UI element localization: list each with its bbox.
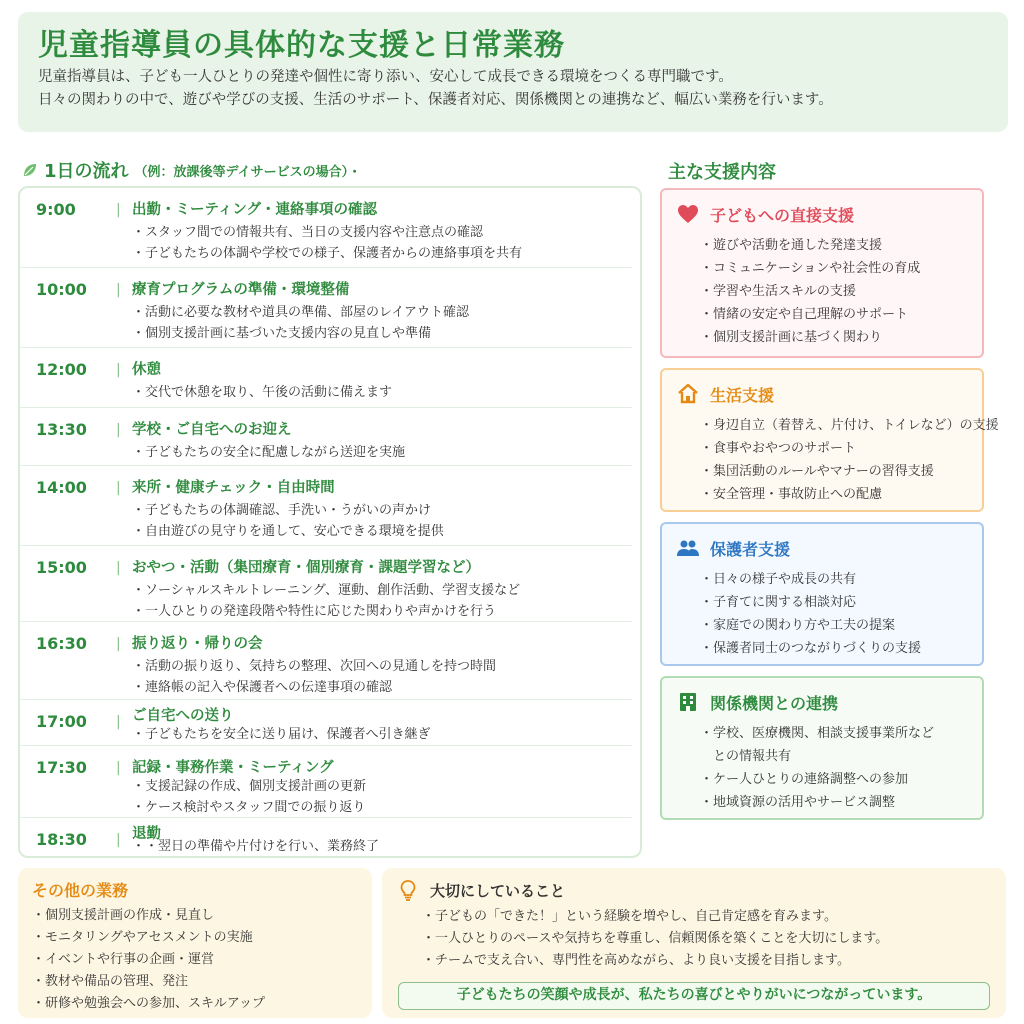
slot-title: 療育プログラムの準備・環境整備: [132, 282, 350, 298]
card-item: ・コミュニケーションや社会性の育成: [700, 261, 921, 276]
slot-time: 14:00: [36, 478, 87, 497]
value-item: ・チームで支え合い、専門性を高めながら、より良い支援を目指します。: [422, 953, 850, 968]
guardian-support-card: [660, 522, 984, 666]
slot-divider: |: [116, 480, 121, 496]
value-item: ・一人ひとりのペースや気持ちを尊重し、信頼関係を築くことを大切にします。: [422, 931, 889, 946]
page-title: 児童指導員の具体的な支援と日常業務: [38, 28, 565, 63]
timeline-slot: [20, 700, 632, 746]
slot-time: 12:00: [36, 360, 87, 379]
support-heading: 主な支援内容: [668, 162, 776, 183]
timeline-slot: [20, 622, 632, 700]
daily-flow-heading: [22, 158, 361, 182]
card-item: ・保護者同士のつながりづくりの支援: [700, 641, 922, 656]
timeline-slot: [20, 268, 632, 348]
slot-title: 振り返り・帰りの会: [132, 636, 263, 652]
card-item: ・身辺自立（着替え、片付け、トイレなど）の支援: [700, 418, 999, 433]
people-icon: [676, 536, 700, 560]
slot-divider: |: [116, 832, 121, 848]
slot-time: 18:30: [36, 830, 87, 849]
slot-divider: |: [116, 422, 121, 438]
timeline-slot: [20, 466, 632, 546]
slot-divider: |: [116, 714, 121, 730]
card-item: ・個別支援計画に基づく関わり: [700, 330, 883, 345]
slot-title: 学校・ご自宅へのお迎え: [132, 422, 292, 438]
slot-time: 9:00: [36, 200, 76, 219]
timeline-slot: [20, 188, 632, 268]
slogan-box: 子どもたちの笑顔や成長が、私たちの喜びとやりがいにつながっています。: [398, 982, 990, 1010]
card-item: ・食事やおやつのサポート: [700, 441, 857, 456]
slot-title: 来所・健康チェック・自由時間: [132, 480, 335, 496]
timeline-slot: [20, 408, 632, 466]
other-tasks-section: [18, 868, 372, 1018]
slot-divider: |: [116, 362, 121, 378]
slot-detail: ・支援記録の作成、個別支援計画の更新: [132, 779, 367, 794]
slot-detail: ・スタッフ間での情報共有、当日の支援内容や注意点の確認: [132, 225, 484, 240]
timeline-slot: [20, 546, 632, 622]
slot-title: 記録・事務作業・ミーティング: [132, 760, 334, 776]
intro-line-2: 日々の関わりの中で、遊びや学びの支援、生活のサポート、保護者対応、関係機関との連携など、幅広い業務を行います。: [38, 92, 833, 108]
slot-time: 17:00: [36, 712, 87, 731]
value-item: ・子どもの「できた！」という経験を増やし、自己肯定感を育みます。: [422, 909, 837, 924]
card-item: ・子育てに関する相談対応: [700, 595, 857, 610]
slot-title: おやつ・活動（集団療育・個別療育・課題学習など）: [132, 560, 480, 576]
slot-divider: |: [116, 636, 121, 652]
slot-detail: ・子どもたちの体調確認、手洗い・うがいの声かけ: [132, 503, 432, 518]
lightbulb-icon: [398, 879, 418, 901]
card-item: ・集団活動のルールやマナーの習得支援: [700, 464, 934, 479]
slot-detail: ・一人ひとりの発達段階や特性に応じた関わりや声かけを行う: [132, 604, 497, 619]
slot-divider: |: [116, 202, 121, 218]
timeline-slot: [20, 746, 632, 818]
slot-detail: ・ソーシャルスキルトレーニング、運動、創作活動、学習支援など: [132, 583, 521, 598]
values-section: [382, 868, 1006, 1018]
slot-time: 15:00: [36, 558, 87, 577]
card-item: ・地域資源の活用やサービス調整: [700, 795, 896, 810]
card-title: 生活支援: [710, 385, 775, 405]
card-item: ・学習や生活スキルの支援: [700, 284, 856, 299]
values-title: 大切にしていること: [430, 881, 566, 900]
daily-flow-title: 1日の流れ: [44, 161, 129, 182]
slot-divider: |: [116, 560, 121, 576]
card-item: ・情緒の安定や自己理解のサポート: [700, 307, 909, 322]
other-task-item: ・教材や備品の管理、発注: [32, 974, 189, 989]
timeline-slot: [20, 818, 632, 858]
slot-title: ご自宅への送り: [132, 708, 234, 724]
slot-detail: ・活動の振り返り、気持ちの整理、次回への見通しを持つ時間: [132, 659, 497, 674]
card-item: ・遊びや活動を通した発達支援: [700, 238, 883, 253]
daily-timeline: [18, 186, 642, 858]
card-item: ・安全管理・事故防止への配慮: [700, 487, 883, 502]
slot-detail: ・ケース検討やスタッフ間での振り返り: [132, 800, 366, 815]
slot-title: 休憩: [132, 362, 161, 378]
slot-detail: ・連絡帳の記入や保護者への伝達事項の確認: [132, 680, 393, 695]
card-item: との情報共有: [700, 749, 792, 764]
card-title: 保護者支援: [710, 539, 791, 559]
slot-title: 退勤: [132, 826, 161, 842]
slot-time: 16:30: [36, 634, 87, 653]
slot-divider: |: [116, 760, 121, 776]
direct-support-card: [660, 188, 984, 358]
other-task-item: ・モニタリングやアセスメントの実施: [32, 930, 253, 945]
building-icon: [676, 690, 700, 714]
slot-detail: ・自由遊びの見守りを通して、安心できる環境を提供: [132, 524, 444, 539]
card-title: 子どもへの直接支援: [710, 205, 855, 225]
house-icon: [676, 382, 700, 406]
card-item: ・日々の様子や成長の共有: [700, 572, 857, 587]
slot-divider: |: [116, 282, 121, 298]
slot-detail: ・子どもたちの安全に配慮しながら送迎を実施: [132, 445, 406, 460]
other-task-item: ・イベントや行事の企画・運営: [32, 952, 215, 967]
slot-detail: ・・翌日の準備や片付けを行い、業務終了: [132, 839, 380, 854]
slot-time: 17:30: [36, 758, 87, 777]
life-support-card: [660, 368, 999, 512]
slot-detail: ・子どもたちを安全に送り届け、保護者へ引き継ぎ: [132, 727, 431, 742]
card-item: ・家庭での関わり方や工夫の提案: [700, 618, 896, 633]
leaf-icon: [22, 162, 38, 178]
heart-icon: [676, 202, 700, 226]
intro-line-1: 児童指導員は、子ども一人ひとりの発達や個性に寄り添い、安心して成長できる環境をつくる専門職です。: [38, 69, 733, 85]
slot-time: 10:00: [36, 280, 87, 299]
other-task-item: ・研修や勉強会への参加、スキルアップ: [32, 996, 265, 1011]
other-tasks-title: その他の業務: [32, 881, 129, 900]
slot-time: 13:30: [36, 420, 87, 439]
slot-title: 出勤・ミーティング・連絡事項の確認: [132, 202, 378, 218]
intro-section: [18, 12, 1008, 132]
card-title: 関係機関との連携: [710, 693, 839, 713]
slot-detail: ・子どもたちの体調や学校での様子、保護者からの連絡事項を共有: [132, 246, 523, 261]
card-item: ・学校、医療機関、相談支援事業所など: [700, 726, 935, 741]
slot-detail: ・活動に必要な教材や道具の準備、部屋のレイアウト確認: [132, 305, 469, 320]
daily-flow-subtitle: （例：放課後等デイサービスの場合）・: [134, 164, 362, 180]
other-task-item: ・個別支援計画の作成・見直し: [32, 908, 215, 923]
slot-detail: ・交代で休憩を取り、午後の活動に備えます: [132, 385, 393, 400]
card-item: ・ケー人ひとりの連絡調整への参加: [700, 772, 909, 787]
slot-detail: ・個別支援計画に基づいた支援内容の見直しや準備: [132, 326, 432, 341]
agency-cooperation-card: [660, 676, 984, 820]
timeline-slot: [20, 348, 632, 408]
